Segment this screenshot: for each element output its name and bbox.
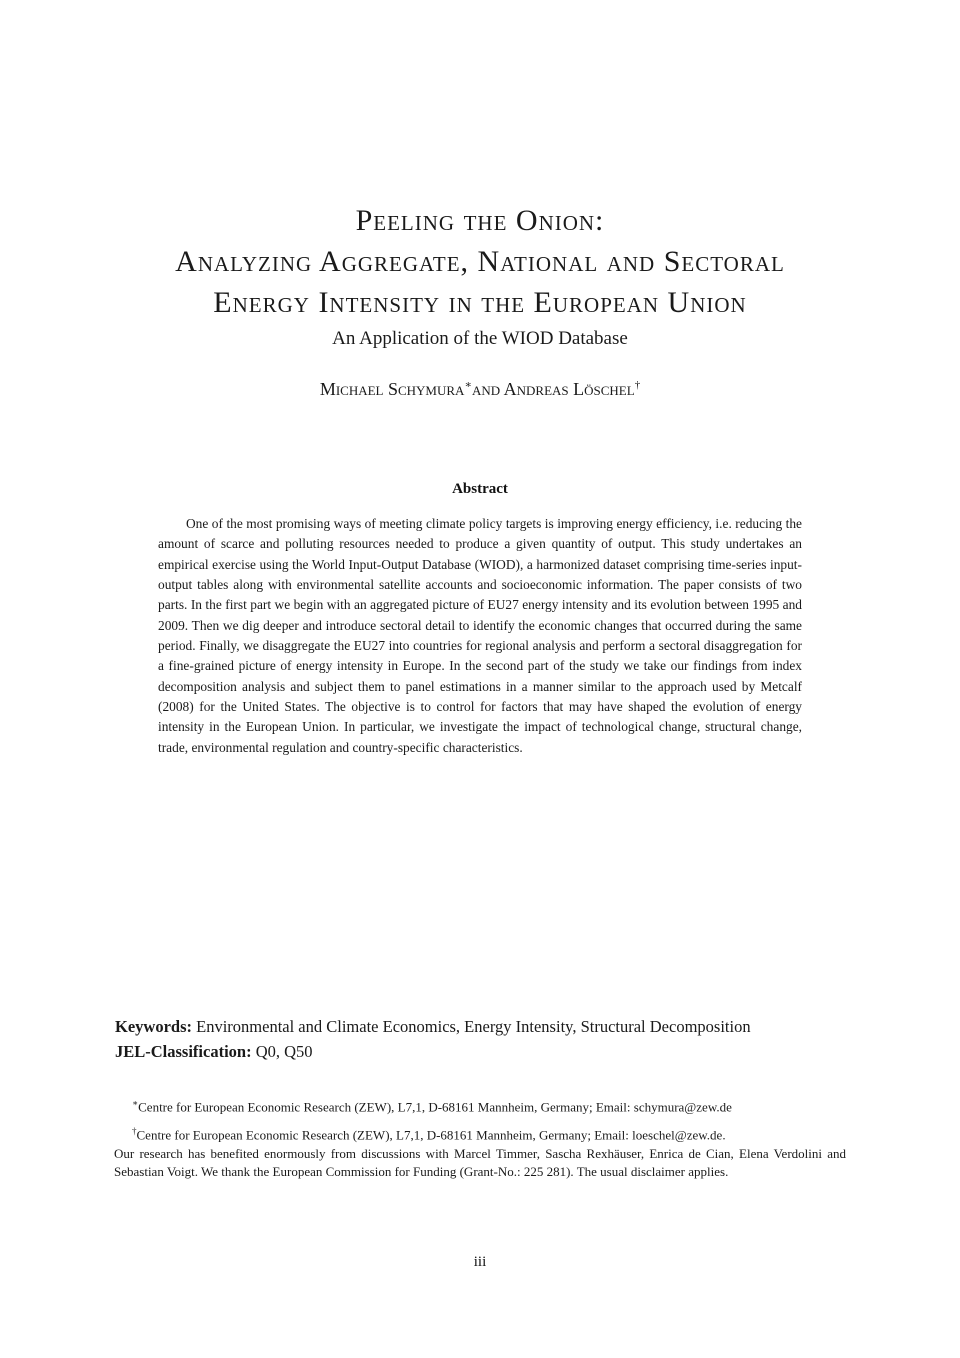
jel-label: JEL-Classification:	[115, 1042, 252, 1061]
jel-line	[115, 1039, 850, 1064]
author-2-mark: †	[634, 379, 641, 391]
footnotes	[114, 1094, 846, 1181]
acknowledgement: Our research has benefited enormously from discussions with Marcel Timmer, Sascha Rexhäuser, Enrica de Cian, Elena Verdolini and Sebastian Voigt. We thank the European Commission for Funding (Grant-No.: 225 281). The usual disclaimer applies.	[114, 1145, 846, 1179]
keywords-value: Environmental and Climate Economics, Energy Intensity, Structural Decomposition	[196, 1017, 751, 1036]
footnote-1	[114, 1094, 846, 1116]
keywords-label: Keywords:	[115, 1017, 192, 1036]
keywords-line	[115, 1014, 850, 1039]
footnote-2	[114, 1122, 846, 1144]
title-line-3: Energy Intensity in the European Union	[213, 286, 747, 319]
jel-value: Q0, Q50	[255, 1042, 313, 1061]
author-2: Andreas Löschel	[503, 379, 635, 399]
abstract-text: One of the most promising ways of meeting climate policy targets is improving energy efficiency, i.e. reducing the amount of scarce and polluting resources needed to produce a given quantity of output. This study undertakes an empirical exercise using the World Input-Output Database (WIOD), a harmonized dataset comprising time-series input-output tables along with environmental satellite accounts and socioeconomic information. The paper consists of two parts. In the first part we begin with an aggregated picture of EU27 energy intensity and its evolution between 1995 and 2009. Then we dig deeper and introduce sectoral detail to identify the economic changes that occurred during the same period. Finally, we disaggregate the EU27 into countries for regional analysis and perform a sectoral disaggregation for a fine-grained picture of energy intensity in Europe. In the second part of the study we take our findings from index decomposition analysis and subject them to panel estimations in a manner similar to the approach used by Metcalf (2008) for the United States. The objective is to control for factors that may have shaped the evolution of energy intensity in the European Union. In particular, we investigate the impact of technological change, structural change, trade, environmental regulation and country-specific characteristics.	[158, 516, 802, 755]
author-1-mark: ∗	[464, 379, 472, 391]
footnote-1-text: Centre for European Economic Research (ZEW), L7,1, D-68161 Mannheim, Germany; Email: schymura@zew.de	[138, 1099, 732, 1115]
authors	[0, 378, 960, 400]
footnote-2-text: Centre for European Economic Research (ZEW), L7,1, D-68161 Mannheim, Germany; Email: loeschel@zew.de.	[136, 1127, 726, 1143]
abstract-heading: Abstract	[452, 481, 508, 497]
title-line-1: Peeling the Onion:	[355, 204, 605, 237]
page-number: iii	[473, 1254, 487, 1270]
title-block	[0, 200, 960, 400]
title-line-2: Analyzing Aggregate, National and Sectoral	[175, 245, 785, 278]
author-1: Michael Schymura	[319, 379, 465, 399]
footnote-2-mark: †	[132, 1126, 137, 1137]
footnote-1-mark: ∗	[132, 1098, 139, 1108]
author-connector: and	[471, 379, 501, 399]
subtitle: An Application of the WIOD Database	[332, 328, 628, 349]
keywords-block	[115, 1014, 850, 1064]
